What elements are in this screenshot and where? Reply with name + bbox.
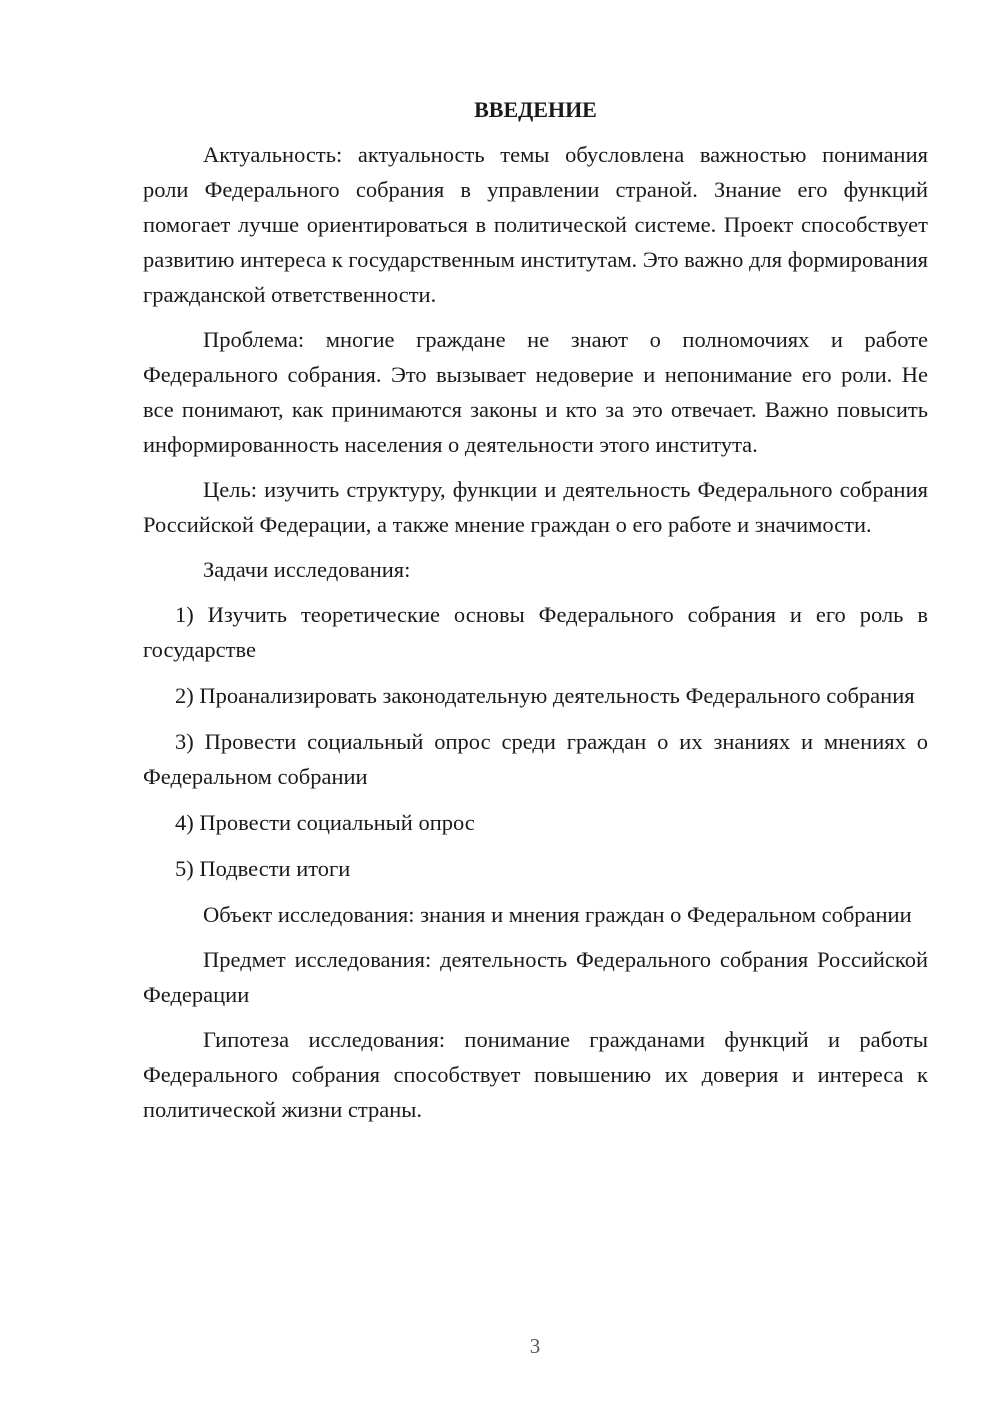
tasks-list — [143, 597, 928, 886]
hypothesis-paragraph: Гипотеза исследования: понимание гражданами функций и работы Федерального собрания способствует повышению их доверия и интереса к политической жизни страны. — [143, 1027, 928, 1122]
relevance-paragraph: Актуальность: актуальность темы обусловлена важностью понимания роли Федерального собрания в управлении страной. Знание его функций помогает лучше ориентироваться в политической системе. Проект способствует развитию интереса к государственным институтам. Это важно для формирования гражданской ответственности. — [143, 142, 928, 307]
object-paragraph: Объект исследования: знания и мнения граждан о Федеральном собрании — [203, 902, 912, 927]
problem-paragraph: Проблема: многие граждане не знают о полномочиях и работе Федерального собрания. Это вызывает недоверие и непонимание его роли. Не все понимают, как принимаются законы и кто за это отвечает. Важно повысить информированность населения о деятельности этого института. — [143, 327, 928, 457]
task-item: 5) Подвести итоги — [175, 856, 351, 881]
page-number: 3 — [529, 1334, 541, 1358]
goal-paragraph: Цель: изучить структуру, функции и деятельность Федерального собрания Российской Федерации, а также мнение граждан о его работе и значимости. — [143, 477, 928, 537]
task-item: 4) Провести социальный опрос — [175, 810, 475, 835]
tasks-heading: Задачи исследования: — [203, 557, 411, 582]
subject-paragraph: Предмет исследования: деятельность Федерального собрания Российской Федерации — [143, 947, 928, 1007]
task-item: 2) Проанализировать законодательную деятельность Федерального собрания — [175, 683, 915, 708]
task-item: 3) Провести социальный опрос среди граждан о их знаниях и мнениях о Федеральном собрании — [143, 729, 928, 789]
document-page — [143, 92, 928, 1137]
section-title: ВВЕДЕНИЕ — [474, 97, 597, 122]
task-item: 1) Изучить теоретические основы Федерального собрания и его роль в государстве — [143, 602, 928, 662]
